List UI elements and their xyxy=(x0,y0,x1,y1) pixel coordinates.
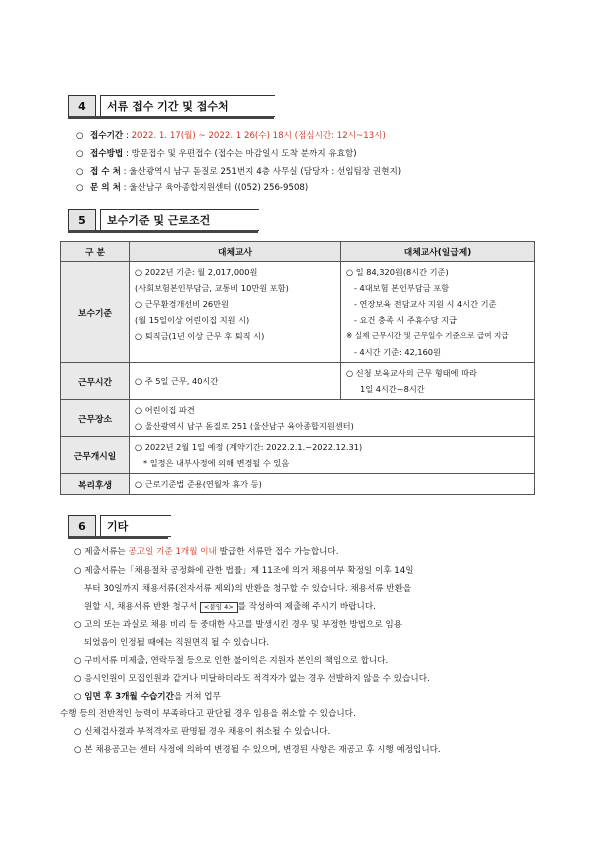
section-title: 서류 접수 기간 및 접수처 xyxy=(100,95,275,117)
table-row xyxy=(61,262,535,363)
notice-line: ○ 고의 또는 과실로 채용 비리 등 중대한 사고를 발생시킨 경우 및 부정한 방법으로 임용 xyxy=(74,620,402,630)
row-label: 근무장소 xyxy=(61,400,130,437)
notice-line: ○ 임면 후 3개월 수습기간을 거쳐 업무 xyxy=(74,692,221,702)
notice-line: ○ 제출서류는 공고일 기준 1개월 이내 발급한 서류만 접수 가능합니다. xyxy=(74,547,339,557)
table-header: 대체교사 xyxy=(130,242,341,262)
notice-line: ○ 제출서류는「채용절차 공정화에 관한 법률」제 11조에 의거 채용여부 확정일 이후 14일 xyxy=(74,566,414,576)
section-title: 보수기준 및 근로조건 xyxy=(100,209,259,231)
notice-line: ○ 본 채용공고는 센터 사정에 의하여 변경될 수 있으며, 변경된 사항은 재공고 후 시행 예정입니다. xyxy=(74,745,441,755)
table-header: 구 분 xyxy=(61,242,130,262)
table-header-row xyxy=(61,242,535,262)
section-4-item: ○ 접 수 처 : 울산광역시 남구 돋질로 251번지 4층 사무실 (담당자 : 선임팀장 권현지) xyxy=(76,167,402,177)
section-number: 5 xyxy=(68,209,96,231)
row-label: 복리후생 xyxy=(61,474,130,495)
table-row xyxy=(61,363,535,400)
notice-line: 수행 등의 전반적인 능력이 부족하다고 판단될 경우 임용을 취소할 수 있습니다. xyxy=(60,709,356,719)
table-cell: ○ 신청 보육교사의 근무 형태에 따라 1일 4시간~8시간 xyxy=(341,363,535,400)
table-row xyxy=(61,474,535,495)
section-4-item: ○ 문 의 처 : 울산남구 육아종합지원센터 ((052) 256-9508) xyxy=(76,183,309,193)
table-cell: ○ 일 84,320원(8시간 기준) - 4대보험 본인부담금 포함 - 연장보육 전담교사 지원 시 4시간 기준 - 요건 충족 시 주휴수당 지급 ※ 실제 근무시간 및 근무일수 기준으로 급여 지급 - 4시간 기준: 42,160원 xyxy=(341,262,535,363)
table-cell: ○ 2022년 2월 1일 예정 (계약기간: 2022.2.1.~2022.12.31) * 일정은 내부사정에 의해 변경될 수 있음 xyxy=(130,437,535,474)
notice-line: ○ 구비서류 미제출, 연락두절 등으로 인한 불이익은 지원자 본인의 책임으로 합니다. xyxy=(74,656,389,666)
table-cell: ○ 2022년 기준: 월 2,017,000원 (사회보험본인부담금, 교통비 10만원 포함) ○ 근무환경개선비 26만원 (월 15일이상 어린이집 지원 시) ○ 퇴직금(1년 이상 근무 후 퇴직 시) xyxy=(130,262,341,363)
row-label: 보수기준 xyxy=(61,262,130,363)
row-label: 근무시간 xyxy=(61,363,130,400)
section-4-header xyxy=(68,95,275,117)
section-4-item: ○ 접수기간 : 2022. 1. 17(월) ~ 2022. 1 26(수) 18시 (점심시간: 12시~13시) xyxy=(76,131,386,141)
table-cell: ○ 주 5일 근무, 40시간 xyxy=(130,363,341,400)
attachment-tag: <붙임 4> xyxy=(200,602,238,613)
row-label: 근무개시일 xyxy=(61,437,130,474)
notice-line: 되었음이 인정될 때에는 직원면직 될 수 있습니다. xyxy=(84,638,270,648)
section-number: 4 xyxy=(68,95,96,117)
notice-line: ○ 응시인원이 모집인원과 같거나 미달하더라도 적격자가 없는 경우 선발하지 않을 수 있습니다. xyxy=(74,674,430,684)
table-header: 대체교사(일급제) xyxy=(341,242,535,262)
table-cell: ○ 근로기준법 준용(연월차 휴가 등) xyxy=(130,474,535,495)
table-row xyxy=(61,437,535,474)
section-4-item: ○ 접수방법 : 방문접수 및 우편접수 (접수는 마감일시 도착 분까지 유효함) xyxy=(76,149,357,159)
notice-line: ○ 신체검사결과 부적격자로 판명될 경우 채용이 취소될 수 있습니다. xyxy=(74,727,331,737)
section-number: 6 xyxy=(68,515,96,537)
section-title: 기타 xyxy=(100,515,171,537)
conditions-table xyxy=(60,241,535,495)
section-5-header xyxy=(68,209,259,231)
table-row xyxy=(61,400,535,437)
table-cell: ○ 어린이집 파견 ○ 울산광역시 남구 돋질로 251 (울산남구 육아종합지원센터) xyxy=(130,400,535,437)
notice-line: 원할 시, 채용서류 반환 청구서 <붙임 4> 를 작성하여 제출해 주시기 바랍니다. xyxy=(84,602,376,612)
notice-line: 부터 30일까지 채용서류(전자서류 제외)의 반환을 청구할 수 있습니다. 채용서류 반환을 xyxy=(84,584,412,594)
section-6-header xyxy=(68,515,171,537)
